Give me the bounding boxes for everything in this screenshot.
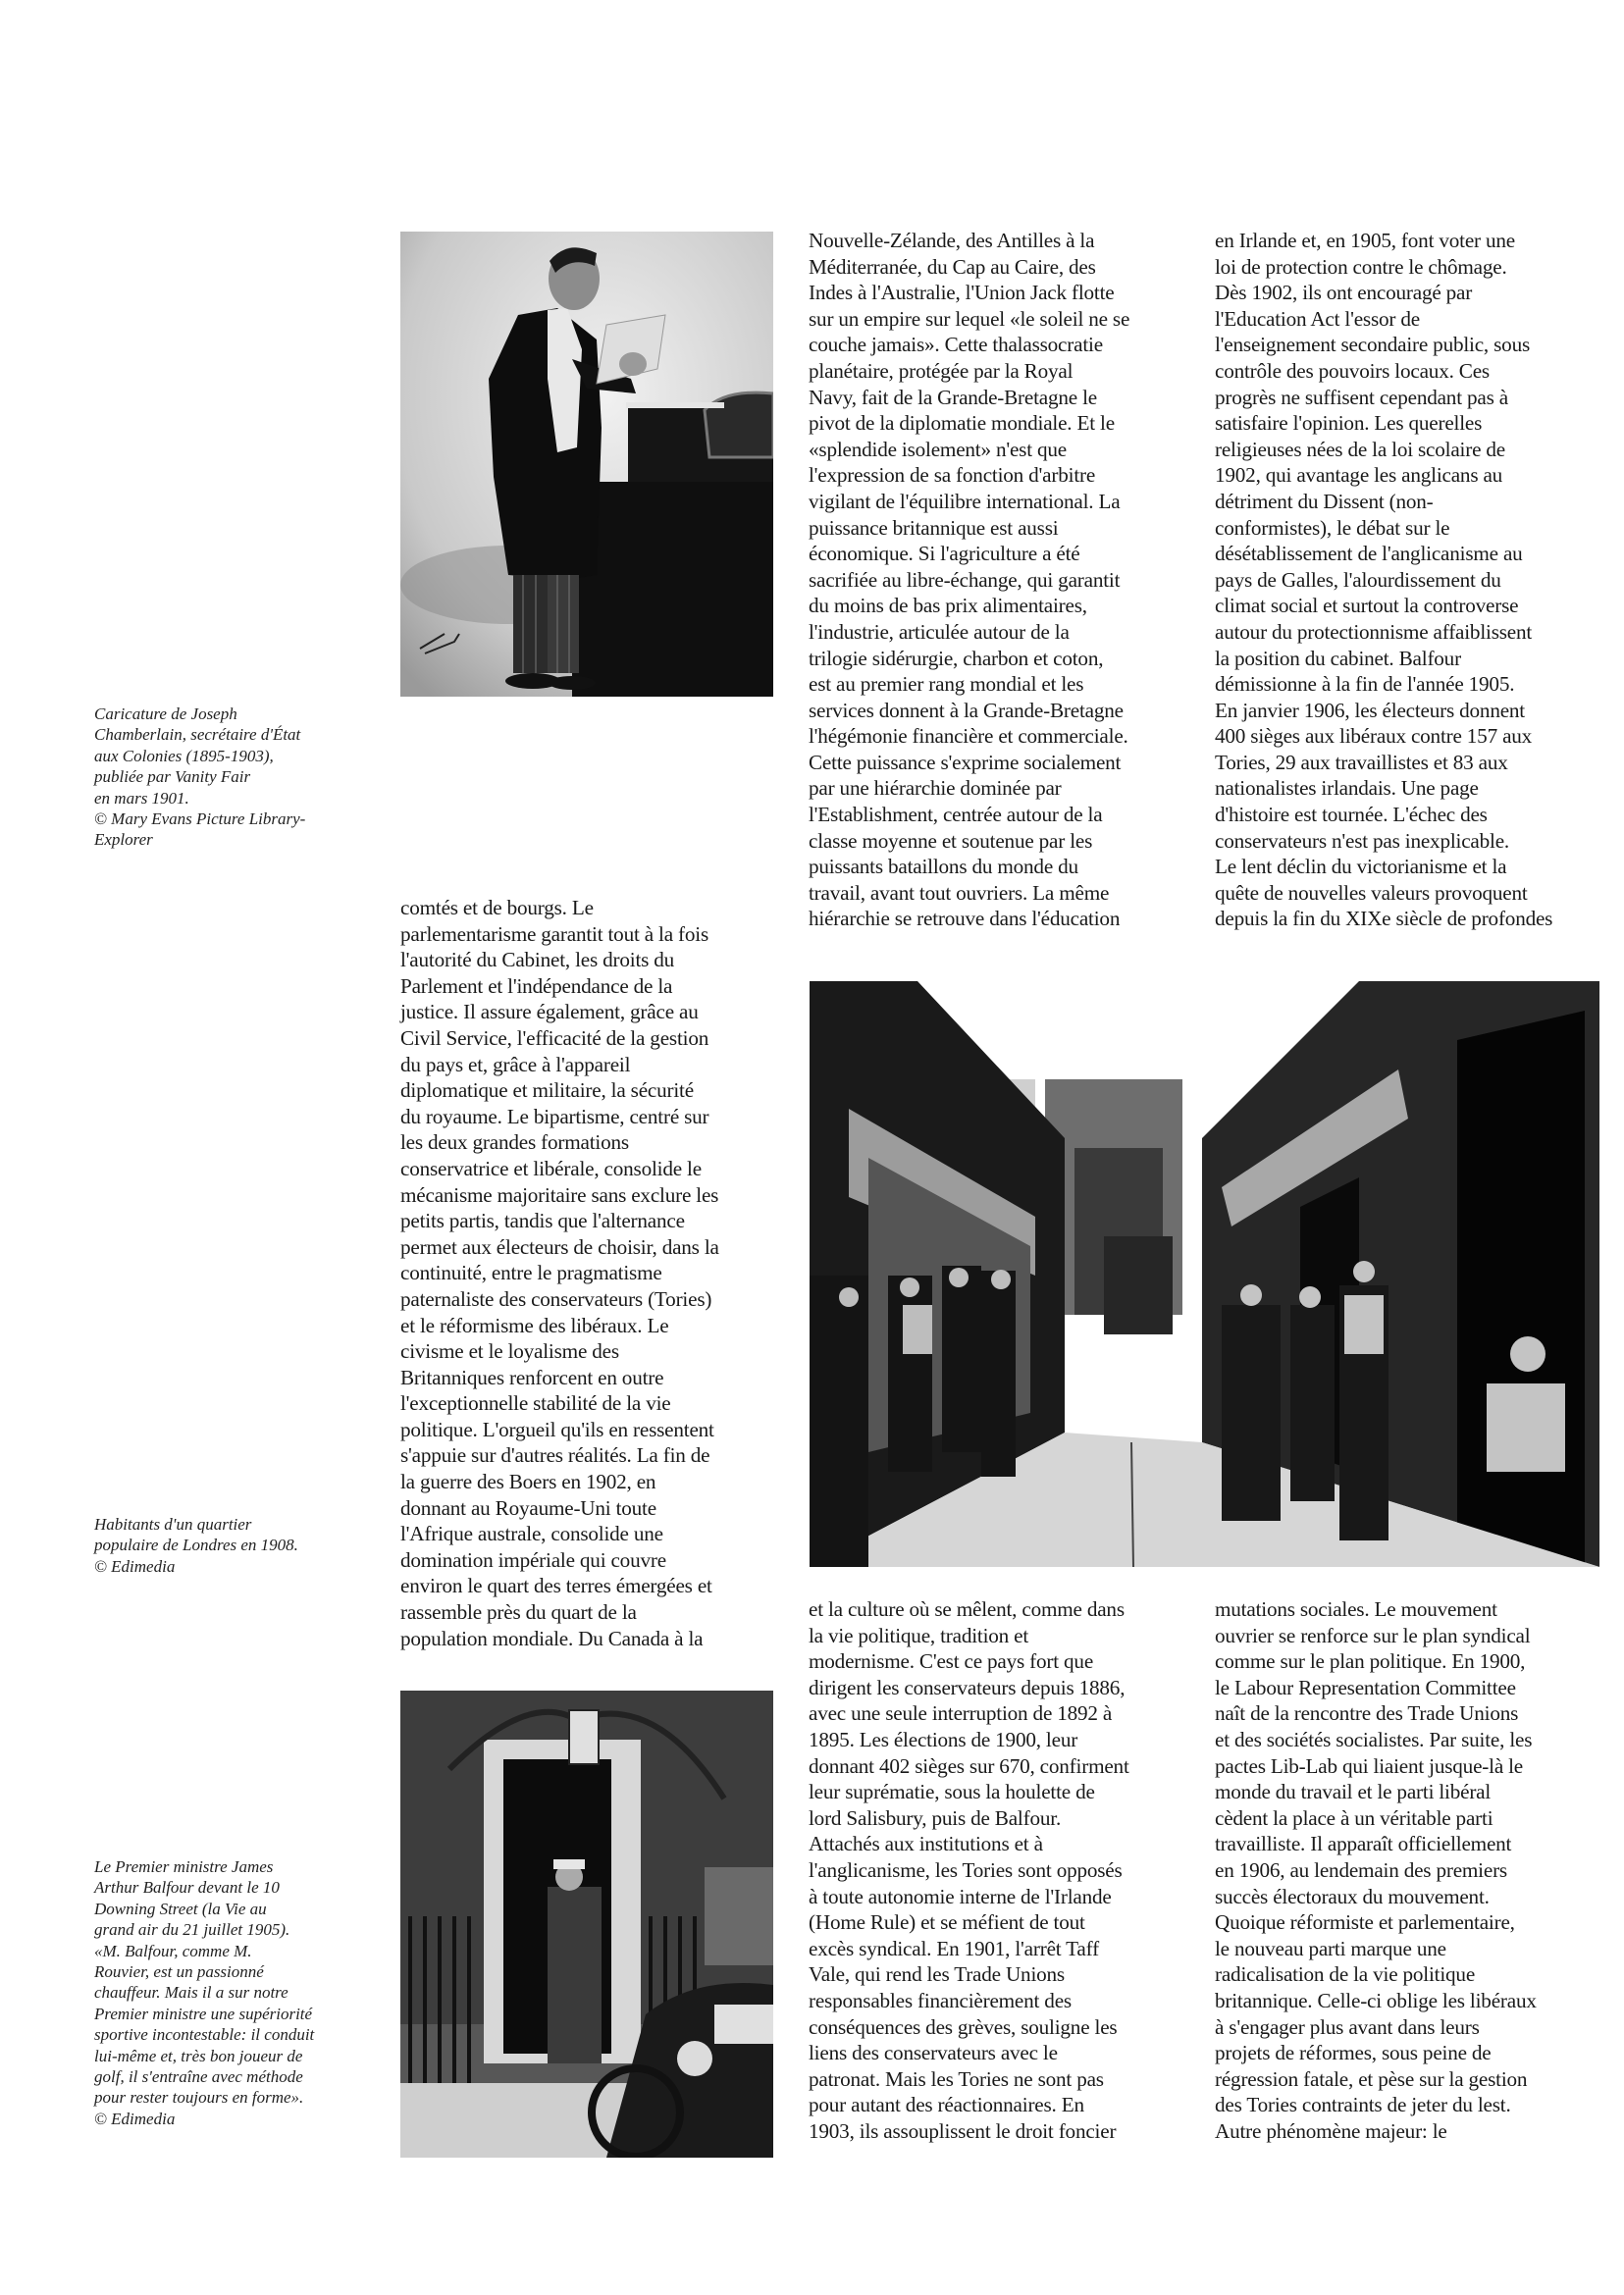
text-line: cèdent la place à un véritable parti (1215, 1805, 1493, 1830)
text-line: © Mary Evans Picture Library- (94, 809, 306, 829)
text-line: conservatrice et libérale, consolide le (400, 1156, 702, 1180)
text-line: 1902, qui avantage les anglicans au (1215, 463, 1503, 488)
text-line: Vale, qui rend les Trade Unions (809, 1962, 1065, 1987)
text-line: l'hégémonie financière et commerciale. (809, 724, 1128, 749)
text-line: la guerre des Boers en 1902, en (400, 1470, 656, 1494)
text-line: travailliste. Il apparaît officiellement (1215, 1832, 1512, 1856)
text-line: Chamberlain, secrétaire d'État (94, 725, 301, 745)
text-line: comtés et de bourgs. Le (400, 896, 594, 919)
text-line: publiée par Vanity Fair (94, 767, 251, 787)
text-line: des Tories contraints de jeter du lest. (1215, 2093, 1511, 2117)
text-line: pactes Lib-Lab qui liaient jusque-là le (1215, 1753, 1524, 1778)
text-line: régression fatale, et pèse sur la gestion (1215, 2066, 1528, 2091)
article-column-2-bottom (809, 1596, 1201, 2144)
caption-chamberlain (94, 704, 389, 851)
text-line: et la culture où se mêlent, comme dans (809, 1597, 1125, 1621)
text-line: Attachés aux institutions et à (809, 1832, 1043, 1856)
text-line: la vie politique, tradition et (809, 1623, 1029, 1647)
text-line: religieuses nées de la loi scolaire de (1215, 437, 1505, 461)
text-line: rassemble près du quart de la (400, 1600, 637, 1625)
text-line: En janvier 1906, les électeurs donnent (1215, 698, 1525, 722)
text-line: ouvrier se renforce sur le plan syndical (1215, 1623, 1531, 1647)
text-line: désétablissement de l'anglicanisme au (1215, 542, 1523, 566)
text-line: conformistes), le débat sur le (1215, 515, 1450, 540)
text-line: le Labour Representation Committee (1215, 1675, 1516, 1699)
text-line: satisfaire l'opinion. Les querelles (1215, 411, 1483, 436)
text-line: environ le quart des terres émergées et (400, 1574, 712, 1598)
article-column-1 (400, 895, 793, 1651)
text-line: le nouveau parti marque une (1215, 1936, 1446, 1960)
text-line: mécanisme majoritaire sans exclure les (400, 1182, 719, 1207)
text-line: en Irlande et, en 1905, font voter une (1215, 229, 1515, 252)
text-line: progrès ne suffisent cependant pas à (1215, 385, 1508, 409)
text-line: Autre phénomène majeur: le (1215, 2118, 1447, 2143)
balfour-downing-street-photo (400, 1691, 773, 2158)
text-line: l'Establishment, centrée autour de la (809, 803, 1103, 827)
text-line: domination impériale qui couvre (400, 1547, 666, 1572)
text-line: civisme et le loyalisme des (400, 1339, 619, 1364)
text-line: aux Colonies (1895-1903), (94, 746, 274, 765)
text-line: l'exceptionnelle stabilité de la vie (400, 1391, 671, 1416)
text-line: hiérarchie se retrouve dans l'éducation (809, 907, 1121, 931)
text-line: Civil Service, l'efficacité de la gestion (400, 1025, 709, 1050)
text-line: planétaire, protégée par la Royal (809, 358, 1074, 383)
text-line: du moins de bas prix alimentaires, (809, 594, 1087, 618)
text-line: populaire de Londres en 1908. (94, 1536, 298, 1555)
text-line: détriment du Dissent (non- (1215, 489, 1434, 513)
text-line: © Edimedia (94, 2109, 176, 2128)
text-line: comme sur le plan politique. En 1900, (1215, 1649, 1526, 1674)
text-line: politique. L'orgueil qu'ils en ressentent (400, 1417, 714, 1441)
text-line: pivot de la diplomatie mondiale. Et le (809, 411, 1115, 436)
text-line: l'anglicanisme, les Tories sont opposés (809, 1857, 1123, 1882)
text-line: leur suprématie, sous la houlette de (809, 1780, 1095, 1804)
text-line: «M. Balfour, comme M. (94, 1941, 252, 1960)
text-line: puissance britannique est aussi (809, 515, 1059, 540)
text-line: du pays et, grâce à l'appareil (400, 1052, 631, 1076)
text-line: avec une seule interruption de 1892 à (809, 1701, 1113, 1726)
text-line: radicalisation de la vie politique (1215, 1962, 1476, 1987)
text-line: modernisme. C'est ce pays fort que (809, 1649, 1094, 1674)
text-line: est au premier rang mondial et les (809, 672, 1084, 697)
article-column-2-top (809, 228, 1201, 932)
text-line: conséquences des grèves, souligne les (809, 2014, 1118, 2039)
text-line: 400 sièges aux libéraux contre 157 aux (1215, 724, 1533, 749)
text-line: sur un empire sur lequel «le soleil ne se (809, 306, 1130, 331)
text-line: dirigent les conservateurs depuis 1886, (809, 1675, 1126, 1699)
text-line: population mondiale. Du Canada à la (400, 1626, 704, 1650)
article-column-3-top (1215, 228, 1607, 932)
text-line: l'industrie, articulée autour de la (809, 619, 1070, 644)
text-line: donnant 402 sièges sur 670, confirment (809, 1753, 1129, 1778)
text-line: excès syndical. En 1901, l'arrêt Taff (809, 1936, 1099, 1960)
text-line: en mars 1901. (94, 788, 189, 808)
text-line: trilogie sidérurgie, charbon et coton, (809, 646, 1104, 670)
text-line: Explorer (94, 830, 153, 850)
text-line: quête de nouvelles valeurs provoquent (1215, 880, 1528, 905)
text-line: à toute autonomie interne de l'Irlande (809, 1884, 1112, 1908)
text-line: s'appuie sur d'autres réalités. La fin de (400, 1443, 710, 1468)
text-line: petits partis, tandis que l'alternance (400, 1209, 685, 1233)
text-line: Downing Street (la Vie au (94, 1899, 267, 1918)
text-line: Parlement et l'indépendance de la (400, 973, 673, 998)
text-line: sportive incontestable: il conduit (94, 2025, 315, 2045)
text-line: Arthur Balfour devant le 10 (94, 1878, 280, 1898)
text-line: Tories, 29 aux travaillistes et 83 aux (1215, 750, 1508, 774)
text-line: pour autant des réactionnaires. En (809, 2093, 1084, 2117)
text-line: britannique. Celle-ci oblige les libéraux (1215, 1988, 1537, 2012)
text-line: en 1906, au lendemain des premiers (1215, 1857, 1507, 1882)
text-line: justice. Il assure également, grâce au (400, 1000, 699, 1024)
text-line: pour rester toujours en forme». (94, 2088, 304, 2108)
text-line: autour du protectionnisme affaiblissent (1215, 619, 1533, 644)
text-line: lui-même et, très bon joueur de (94, 2046, 303, 2065)
text-line: mutations sociales. Le mouvement (1215, 1597, 1497, 1621)
article-column-3-bottom (1215, 1596, 1607, 2144)
text-line: monde du travail et le parti libéral (1215, 1780, 1492, 1804)
text-line: golf, il s'entraîne avec méthode (94, 2067, 303, 2087)
text-line: puissants bataillons du monde du (809, 855, 1078, 879)
text-line: Cette puissance s'exprime socialement (809, 750, 1122, 774)
text-line: liens des conservateurs avec le (809, 2041, 1058, 2065)
text-line: responsables financièrement des (809, 1988, 1072, 2012)
text-line: Le lent déclin du victorianisme et la (1215, 855, 1507, 879)
text-line: démissionne à la fin de l'année 1905. (1215, 672, 1515, 697)
text-line: vigilant de l'équilibre international. La (809, 489, 1121, 513)
text-line: nationalistes irlandais. Une page (1215, 776, 1479, 801)
text-line: l'autorité du Cabinet, les droits du (400, 948, 675, 972)
text-line: contrôle des pouvoirs locaux. Ces (1215, 358, 1490, 383)
london-street-photo (810, 981, 1599, 1567)
text-line: Rouvier, est un passionné (94, 1962, 264, 1982)
text-line: naît de la rencontre des Trade Unions (1215, 1701, 1519, 1726)
caption-balfour (94, 1856, 389, 2129)
text-line: Méditerranée, du Cap au Caire, des (809, 254, 1096, 279)
text-line: l'enseignement secondaire public, sous (1215, 333, 1531, 357)
text-line: «splendide isolement» n'est que (809, 437, 1067, 461)
text-line: et le réformisme des libéraux. Le (400, 1313, 669, 1337)
text-line: donnant au Royaume-Uni toute (400, 1495, 656, 1520)
text-line: patronat. Mais les Tories ne sont pas (809, 2066, 1104, 2091)
text-line: par une hiérarchie dominée par (809, 776, 1062, 801)
text-line: (Home Rule) et se méfient de tout (809, 1910, 1085, 1935)
text-line: paternaliste des conservateurs (Tories) (400, 1286, 712, 1311)
text-line: Habitants d'un quartier (94, 1515, 252, 1534)
text-line: pays de Galles, l'alourdissement du (1215, 567, 1501, 592)
text-line: parlementarisme garantit tout à la fois (400, 921, 709, 946)
text-line: loi de protection contre le chômage. (1215, 254, 1507, 279)
text-line: © Edimedia (94, 1556, 176, 1576)
text-line: les deux grandes formations (400, 1130, 629, 1155)
text-line: 1903, ils assouplissent le droit foncier (809, 2118, 1117, 2143)
text-line: diplomatique et militaire, la sécurité (400, 1078, 694, 1103)
text-line: du royaume. Le bipartisme, centré sur (400, 1104, 709, 1128)
text-line: l'Education Act l'essor de (1215, 306, 1420, 331)
text-line: travail, avant tout ouvriers. La même (809, 880, 1110, 905)
text-line: Dès 1902, ils ont encouragé par (1215, 281, 1473, 305)
text-line: grand air du 21 juillet 1905). (94, 1920, 290, 1940)
caption-londres (94, 1514, 389, 1577)
text-line: classe moyenne et soutenue par les (809, 828, 1093, 853)
text-line: lord Salisbury, puis de Balfour. (809, 1805, 1062, 1830)
text-line: Britanniques renforcent en outre (400, 1365, 664, 1389)
text-line: l'expression de sa fonction d'arbitre (809, 463, 1096, 488)
text-line: chauffeur. Mais il a sur notre (94, 1983, 288, 2003)
text-line: projets de réformes, sous peine de (1215, 2041, 1492, 2065)
chamberlain-caricature-image (400, 232, 773, 697)
text-line: à s'engager plus avant dans leurs (1215, 2014, 1480, 2039)
text-line: continuité, entre le pragmatisme (400, 1261, 662, 1285)
text-line: économique. Si l'agriculture a été (809, 542, 1080, 566)
text-line: Le Premier ministre James (94, 1857, 274, 1876)
text-line: conservateurs n'est pas inexplicable. (1215, 828, 1509, 853)
text-line: 1895. Les élections de 1900, leur (809, 1727, 1078, 1751)
text-line: services donnent à la Grande-Bretagne (809, 698, 1124, 722)
text-line: sacrifiée au libre-échange, qui garantit (809, 567, 1121, 592)
text-line: Indes à l'Australie, l'Union Jack flotte (809, 281, 1115, 305)
text-line: depuis la fin du XIXe siècle de profondes (1215, 907, 1553, 931)
text-line: Caricature de Joseph (94, 704, 237, 723)
text-line: climat social et surtout la controverse (1215, 594, 1519, 618)
text-line: permet aux électeurs de choisir, dans la (400, 1234, 719, 1259)
text-line: succès électoraux du mouvement. (1215, 1884, 1490, 1908)
text-line: Quoique réformiste et parlementaire, (1215, 1910, 1515, 1935)
text-line: d'histoire est tournée. L'échec des (1215, 803, 1488, 827)
text-line: Nouvelle-Zélande, des Antilles à la (809, 229, 1095, 252)
text-line: la position du cabinet. Balfour (1215, 646, 1461, 670)
text-line: l'Afrique australe, consolide une (400, 1522, 663, 1546)
text-line: et des sociétés socialistes. Par suite, les (1215, 1727, 1533, 1751)
text-line: Premier ministre une supériorité (94, 2004, 313, 2023)
text-line: Navy, fait de la Grande-Bretagne le (809, 385, 1097, 409)
text-line: couche jamais». Cette thalassocratie (809, 333, 1103, 357)
